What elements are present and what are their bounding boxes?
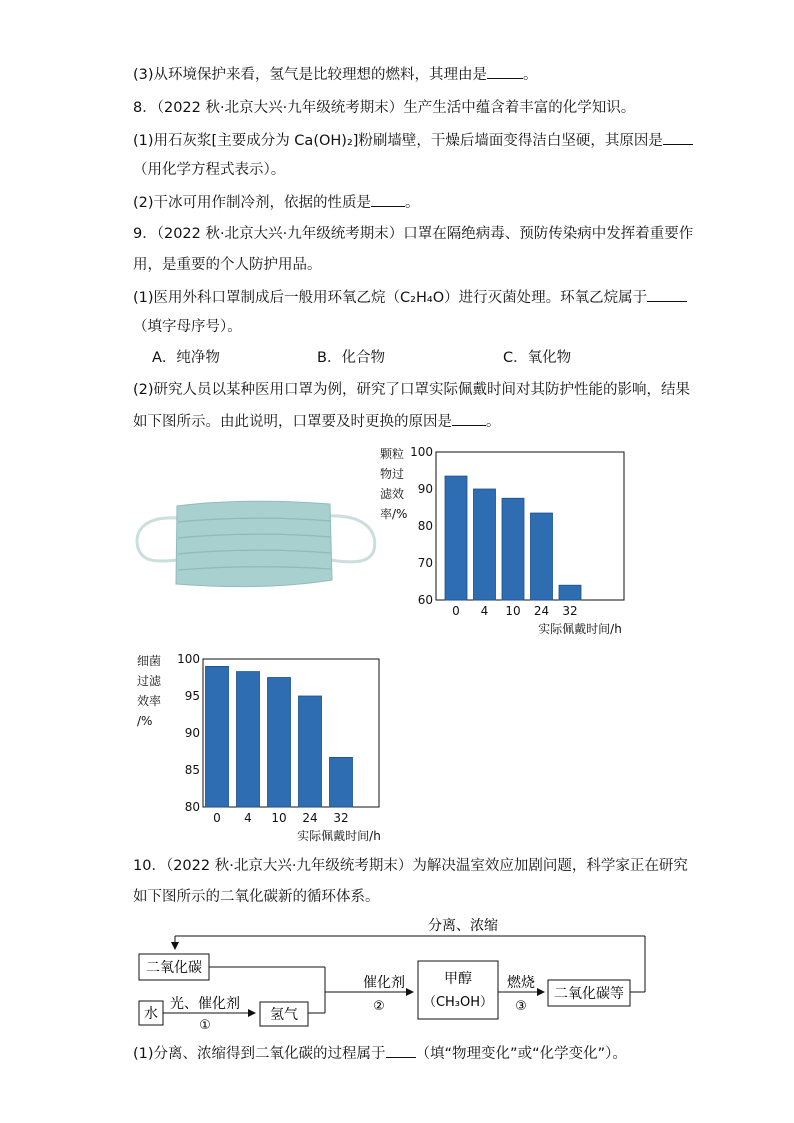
bar	[559, 585, 581, 600]
bar	[330, 757, 353, 807]
bar	[299, 696, 322, 807]
q9-option-c: C．氧化物	[503, 350, 572, 366]
q8-part1-cont: （用化学方程式表示）。	[133, 162, 286, 178]
water-label: 水	[144, 1006, 158, 1022]
arrow3-number: ③	[515, 999, 527, 1014]
q7-part3-end: 。	[523, 67, 538, 83]
q9-part2-line2	[133, 411, 501, 432]
q10-stem-2: 如下图所示的二氧化碳新的循环体系。	[133, 889, 380, 905]
x-axis-label: 实际佩戴时间/h	[297, 829, 381, 843]
y-axis-label: 颗粒	[380, 447, 405, 461]
q9-option-a: A．纯净物	[152, 350, 220, 366]
y-tick-label: 90	[417, 482, 433, 496]
x-tick-label: 32	[333, 811, 349, 825]
y-axis-label: /%	[137, 714, 153, 728]
answer-blank[interactable]	[386, 1043, 416, 1058]
y-tick-label: 100	[410, 445, 433, 459]
q8-stem: 8．（2022 秋·北京大兴·九年级统考期末）生产生活中蕴含着丰富的化学知识。	[133, 100, 636, 116]
flow-top-label: 分离、浓缩	[428, 918, 498, 934]
particle-filtration-chart	[370, 438, 640, 640]
q10-part1-text: (1)分离、浓缩得到二氧化碳的过程属于	[133, 1046, 386, 1062]
arrow2-number: ②	[373, 999, 385, 1014]
y-axis-label: 率/%	[380, 507, 408, 521]
y-tick-label: 80	[184, 800, 200, 814]
y-axis-label: 过滤	[137, 674, 162, 688]
x-tick-label: 0	[452, 604, 460, 618]
x-tick-label: 4	[244, 811, 252, 825]
q10-part1-end: （填“物理变化”或“化学变化”）。	[415, 1046, 627, 1062]
answer-blank[interactable]	[663, 130, 693, 145]
co2-cycle-diagram	[133, 912, 663, 1037]
q9-part1-text: (1)医用外科口罩制成后一般用环氧乙烷（C₂H₄O）进行灭菌处理。环氧乙烷属于	[133, 290, 648, 306]
methanol-box	[418, 961, 498, 1019]
x-tick-label: 4	[480, 604, 489, 618]
answer-blank[interactable]	[452, 411, 486, 426]
q8-part2	[133, 192, 420, 213]
y-axis-label: 细菌	[137, 654, 162, 668]
answer-blank[interactable]	[371, 192, 405, 207]
q8-part2-text: (2)干冰可用作制冷剂，依据的性质是	[133, 195, 372, 211]
bar	[445, 476, 467, 600]
x-tick-label: 10	[271, 811, 287, 825]
surgical-mask-image	[132, 488, 380, 598]
q7-part3-text: (3)从环境保护来看，氢气是比较理想的燃料，其理由是	[133, 67, 488, 83]
q7-part3	[133, 64, 538, 85]
arrow1-number: ①	[199, 1018, 211, 1033]
bar	[206, 666, 229, 807]
arrow1-label: 光、催化剂	[170, 996, 240, 1012]
x-tick-label: 0	[213, 811, 221, 825]
co2-label: 二氧化碳	[146, 960, 202, 976]
y-tick-label: 90	[184, 726, 200, 740]
bar	[268, 678, 291, 808]
x-tick-label: 32	[562, 604, 578, 618]
q9-stem-1: 9．（2022 秋·北京大兴·九年级统考期末）口罩在隔绝病毒、预防传染病中发挥着重要作	[133, 226, 694, 242]
q9-part2-text: 如下图所示。由此说明，口罩要及时更换的原因是	[133, 414, 452, 430]
x-axis-label: 实际佩戴时间/h	[538, 622, 622, 636]
q8-part2-end: 。	[405, 195, 420, 211]
q9-part2-line1: (2)研究人员以某种医用口罩为例，研究了口罩实际佩戴时间对其防护性能的影响，结果	[133, 382, 691, 398]
bar	[502, 498, 524, 600]
q8-part1	[133, 130, 693, 151]
arrow2-label: 催化剂	[363, 975, 405, 991]
x-tick-label: 24	[533, 604, 550, 618]
y-axis-label: 效率	[137, 694, 162, 708]
y-axis-label: 物过	[380, 467, 405, 481]
q10-part1	[133, 1043, 627, 1064]
methanol-formula: （CH₃OH）	[422, 995, 494, 1010]
q9-option-b: B．化合物	[317, 350, 385, 366]
y-tick-label: 60	[417, 593, 433, 607]
q9-part1-cont: （填字母序号）。	[133, 319, 242, 335]
bacteria-filtration-chart	[133, 647, 403, 847]
y-tick-label: 70	[417, 556, 433, 570]
methanol-label: 甲醇	[444, 971, 472, 987]
q9-part2-end: 。	[486, 414, 501, 430]
co2-etc-label: 二氧化碳等	[554, 986, 624, 1002]
y-tick-label: 85	[184, 763, 200, 777]
y-tick-label: 95	[184, 689, 200, 703]
bar	[474, 489, 496, 600]
x-tick-label: 24	[302, 811, 318, 825]
hydrogen-label: 氢气	[270, 1007, 298, 1023]
answer-blank[interactable]	[487, 64, 523, 79]
q10-stem-1: 10．（2022 秋·北京大兴·九年级统考期末）为解决温室效应加剧问题，科学家正在研究	[133, 858, 688, 874]
y-tick-label: 100	[177, 652, 200, 666]
q9-stem-2: 用，是重要的个人防护用品。	[133, 257, 322, 273]
q9-part1	[133, 287, 687, 308]
bar	[237, 672, 260, 807]
bar	[531, 513, 553, 600]
y-tick-label: 80	[417, 519, 433, 533]
x-tick-label: 10	[505, 604, 521, 618]
arrow3-label: 燃烧	[507, 975, 535, 991]
q8-part1-text: (1)用石灰浆[主要成分为 Ca(OH)₂]粉刷墙壁，干燥后墙面变得洁白坚硬，其原因是	[133, 133, 663, 149]
answer-blank[interactable]	[647, 287, 687, 302]
y-axis-label: 滤效	[380, 487, 405, 501]
